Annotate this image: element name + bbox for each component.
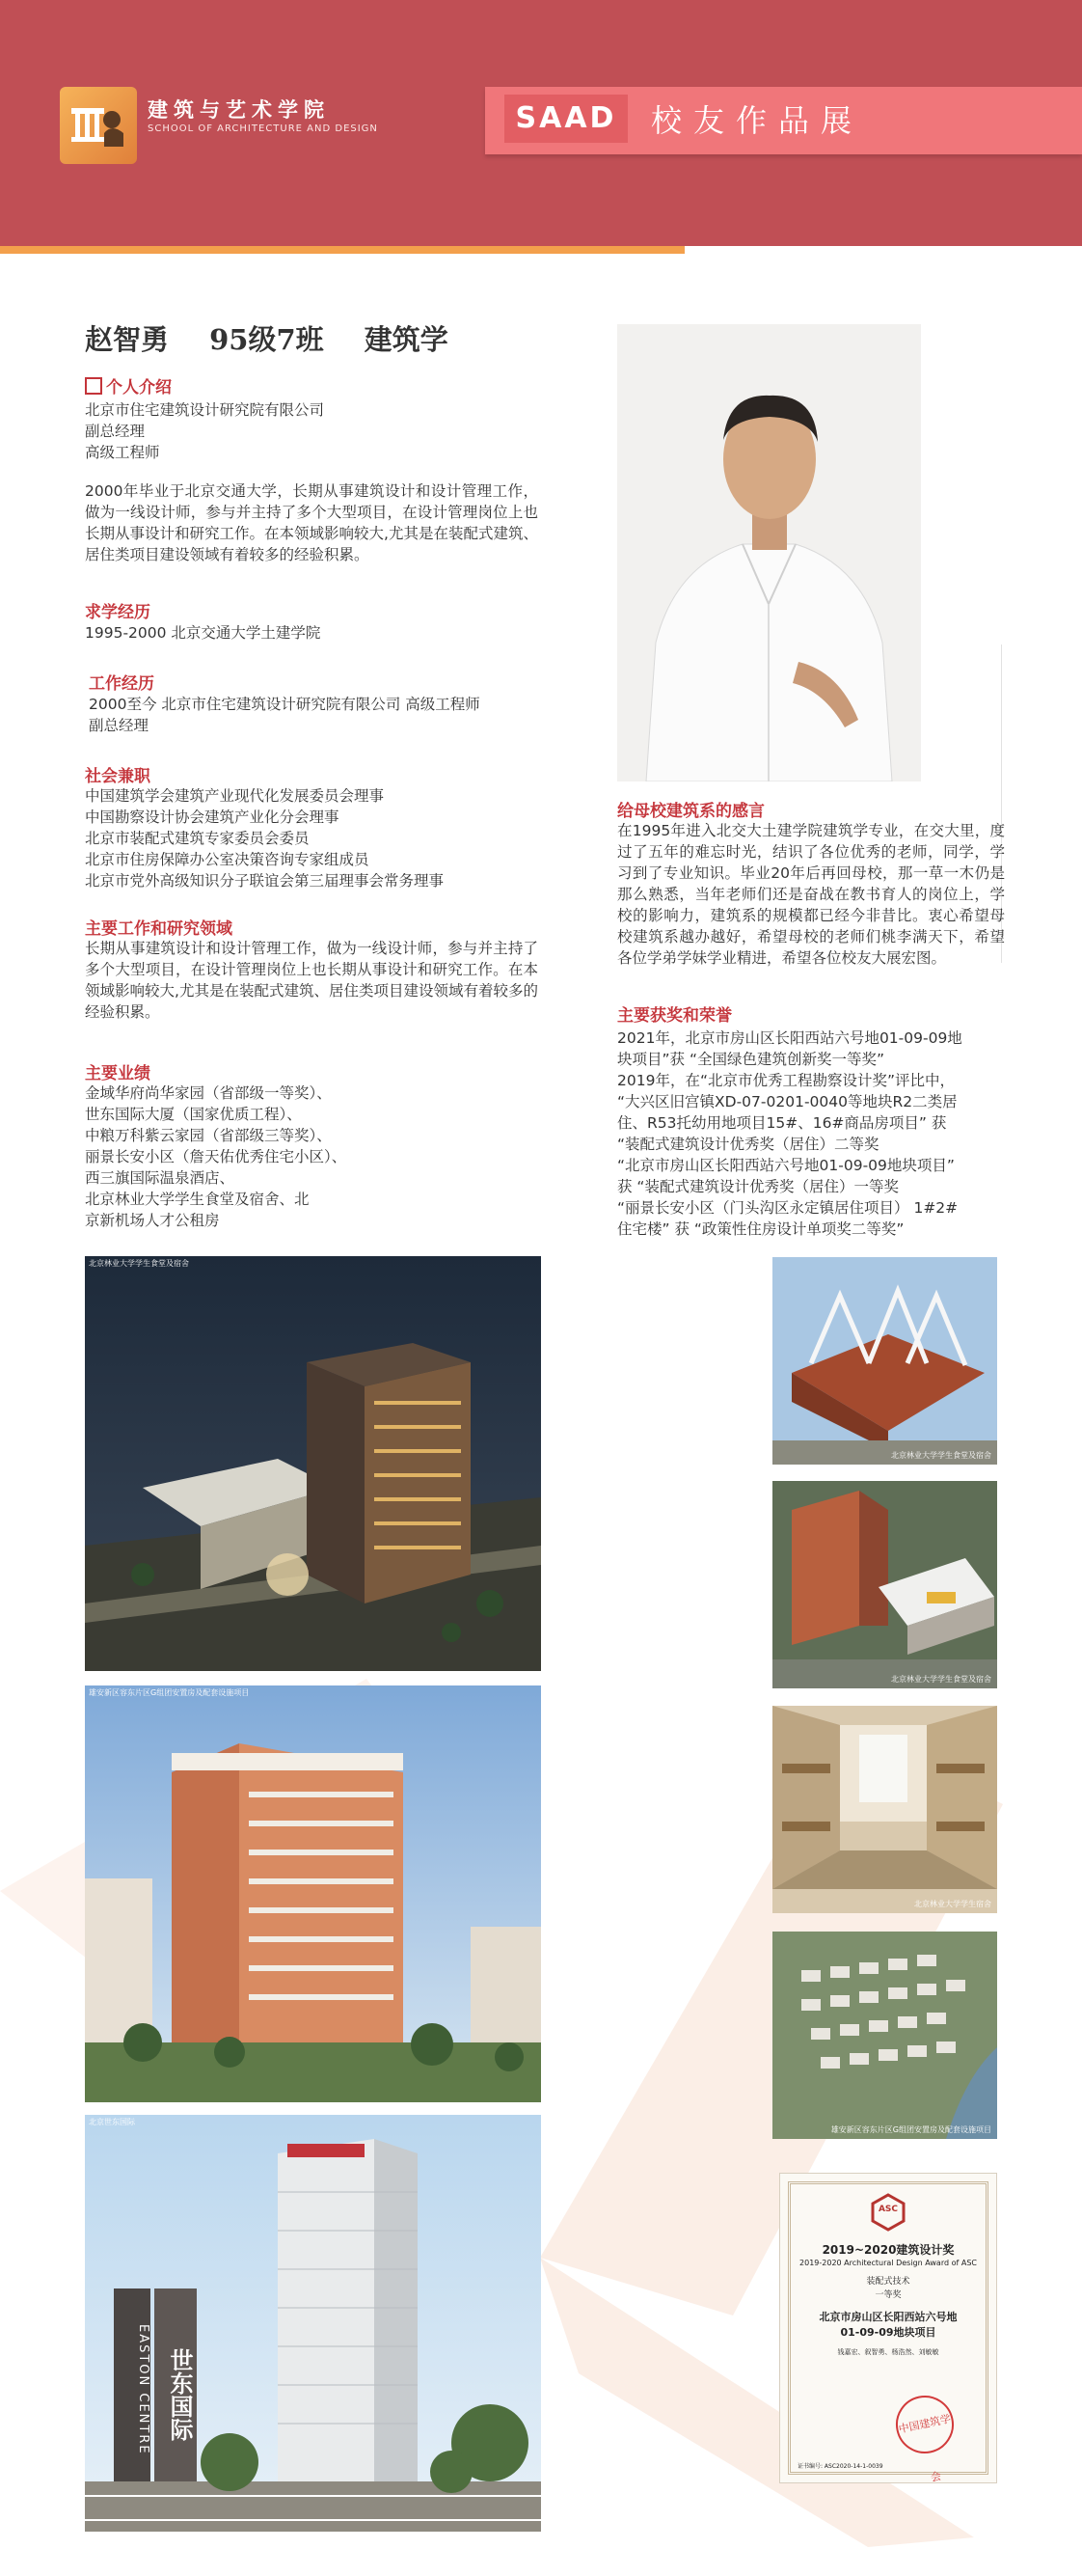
building-render-icon (772, 1481, 997, 1688)
certificate-grade: 一等奖 (875, 2290, 902, 2300)
building-photo-icon (85, 2115, 541, 2532)
project-image-xiongan-aerial (772, 1932, 997, 2139)
education-title: 求学经历 (85, 603, 150, 622)
award-line: “丽景长安小区（门头沟区永定镇居住项目） 1#2# (617, 1199, 959, 1217)
award-line: “大兴区旧宫镇XD-07-0201-0040等地块R2二类居 (617, 1093, 958, 1110)
achievement-line: 世东国际大厦（国家优质工程）、 (85, 1106, 302, 1123)
image-caption: 北京林业大学学生食堂及宿舍 (89, 1259, 189, 1268)
certificate-emblem-text: ASC (878, 2205, 899, 2214)
social-line: 中国勘察设计协会建筑产业化分会理事 (85, 808, 339, 826)
intro-line: 副总经理 (85, 423, 146, 440)
intro-lines (85, 399, 324, 463)
research-text: 长期从事建筑设计和设计管理工作，做为一线设计师，参与并主持了多个大型项目，在设计管理岗位上也长期从事设计和研究工作。在本领域影响较大,尤其是在装配式建筑、居住类项目建设领域有着较多的经验积累。 (85, 940, 538, 1021)
social-line: 北京市党外高级知识分子联谊会第三届理事会常务理事 (85, 872, 445, 890)
building-render-icon (85, 1256, 541, 1671)
award-line: 住宅楼” 获 “政策性住房设计单项奖二等奖” (617, 1220, 905, 1238)
awards-title: 主要获奖和荣誉 (617, 1006, 732, 1026)
school-name-en: SCHOOL OF ARCHITECTURE AND DESIGN (148, 123, 378, 134)
research-title: 主要工作和研究领域 (85, 919, 232, 939)
project-image-canteen-aerial (772, 1481, 997, 1688)
image-caption: 北京林业大学学生食堂及宿舍 (891, 1675, 991, 1684)
header-accent-stripe (0, 246, 685, 254)
person-figure-icon (617, 324, 921, 781)
social-line: 北京市住房保障办公室决策咨询专家组成员 (85, 851, 369, 868)
image-caption: 雄安新区容东片区G组团安置房及配套设施项目 (89, 1688, 250, 1697)
project-image-canteen-day (772, 1257, 997, 1465)
intro-line: 北京市住宅建筑设计研究院有限公司 (85, 401, 325, 419)
award-certificate (779, 2173, 997, 2483)
award-line: 获 “装配式建筑设计优秀奖（居住）一等奖 (617, 1178, 899, 1195)
signage-en: EASTON CENTRE (136, 2324, 150, 2455)
saad-label: SAAD (504, 95, 628, 143)
person-class: 95级7班 (209, 323, 324, 356)
work-lines (89, 694, 480, 736)
edit-icon (85, 377, 102, 395)
certificate-project-line: 北京市房山区长阳西站六号地 (819, 2311, 958, 2323)
intro-line: 高级工程师 (85, 444, 160, 461)
exhibition-banner (485, 87, 1082, 154)
school-logo-icon (68, 95, 129, 156)
certificate-people: 钱嘉宏、叙智勇、杨浩然、刘敏敏 (837, 2348, 939, 2356)
project-image-dorm-interior (772, 1706, 997, 1913)
signage-cn: 世东国际 (166, 2348, 193, 2441)
person-name-line (85, 318, 479, 358)
intro-bio: 2000年毕业于北京交通大学，长期从事建筑设计和设计管理工作，做为一线设计师，参与并主持了多个大型项目，在设计管理岗位上也长期从事设计和研究工作。在本领域影响较大,尤其是在装配式建筑、居住类项目建设领域有着较多的经验积累。 (85, 482, 538, 563)
intro-title: 个人介绍 (85, 373, 172, 397)
building-render-icon (772, 1257, 997, 1465)
message-text: 在1995年进入北交大土建学院建筑学专业，在交大里，度过了五年的难忘时光，结识了各位优秀的老师，同学，学习到了专业知识。毕业20年后再回母校，那一草一木仍是那么熟悉，当年老师们还是奋战在教书育人的岗位上，学校的影响力，建筑系的规模都已经今非昔比。衷心希望母校建筑系越办越好，希望母校的老师们桃李满天下，希望各位学弟学妹学业精进，希望各位校友大展宏图。 (617, 822, 1005, 967)
social-title: 社会兼职 (85, 767, 150, 786)
person-name: 赵智勇 (85, 323, 170, 356)
project-image-easton-centre (85, 2115, 541, 2532)
award-line: 2019年，在“北京市优秀工程勘察设计奖”评比中， (617, 1072, 956, 1089)
award-line: “北京市房山区长阳西站六号地01-09-09地块项目” (617, 1157, 955, 1174)
social-lines (85, 785, 444, 891)
certificate-serial: 证书编号: ASC2020-14-1-0039 (798, 2463, 883, 2470)
award-line: 2021年，北京市房山区长阳西站六号地01-09-09地 (617, 1029, 962, 1047)
certificate-category: 装配式技术 (866, 2277, 910, 2287)
education-line: 1995-2000 北京交通大学土建学院 (85, 624, 321, 642)
achievement-line: 中粮万科紫云家园（省部级三等奖）、 (85, 1127, 332, 1144)
image-caption: 北京林业大学学生食堂及宿舍 (891, 1451, 991, 1460)
social-line: 北京市装配式建筑专家委员会委员 (85, 830, 310, 847)
certificate-project-line: 01-09-09地块项目 (840, 2326, 936, 2339)
image-caption: 北京林业大学学生宿舍 (914, 1900, 991, 1908)
award-line: 住、R53托幼用地项目15#、16#商品房项目” 获 (617, 1114, 947, 1132)
interior-render-icon (772, 1706, 997, 1913)
project-image-canteen-dorm-night (85, 1256, 541, 1671)
achievement-line: 北京林业大学学生食堂及宿舍、北 (85, 1191, 310, 1208)
exhibition-title: 校友作品展 (651, 102, 864, 139)
project-image-xiongan-housing (85, 1685, 541, 2102)
certificate-title-en: 2019-2020 Architectural Design Award of ASC (799, 2259, 977, 2267)
achievement-line: 丽景长安小区（詹天佑优秀住宅小区）、 (85, 1148, 347, 1165)
achievements-title: 主要业绩 (85, 1064, 150, 1083)
achievement-line: 西三旗国际温泉酒店、 (85, 1169, 235, 1187)
achievement-line: 京新机场人才公租房 (85, 1212, 220, 1229)
award-line: 块项目”获 “全国绿色建筑创新奖一等奖” (617, 1051, 885, 1068)
portrait-photo (617, 324, 921, 781)
work-line: 2000至今 北京市住宅建筑设计研究院有限公司 高级工程师 (89, 696, 480, 713)
social-line: 中国建筑学会建筑产业现代化发展委员会理事 (85, 787, 385, 805)
achievement-line: 金域华府尚华家园（省部级一等奖）、 (85, 1084, 332, 1102)
school-name-cn: 建筑与艺术学院 (148, 98, 330, 122)
message-title: 给母校建筑系的感言 (617, 802, 765, 821)
building-render-icon (85, 1685, 541, 2102)
achievements-lines (85, 1082, 346, 1231)
masterplan-render-icon (772, 1932, 997, 2139)
school-logo (60, 87, 137, 164)
certificate-seal: 中国建筑学会 (890, 2390, 959, 2458)
image-caption: 雄安新区容东片区G组团安置房及配套设施项目 (830, 2125, 991, 2134)
image-caption: 北京世东国际 (89, 2118, 135, 2126)
certificate-title: 2019~2020建筑设计奖 (822, 2243, 955, 2257)
person-major: 建筑学 (364, 323, 448, 356)
work-line: 副总经理 (89, 717, 149, 734)
awards-lines (617, 1028, 962, 1240)
education-lines (85, 622, 320, 644)
work-title: 工作经历 (89, 674, 154, 694)
award-line: “装配式建筑设计优秀奖（居住）二等奖 (617, 1136, 879, 1153)
